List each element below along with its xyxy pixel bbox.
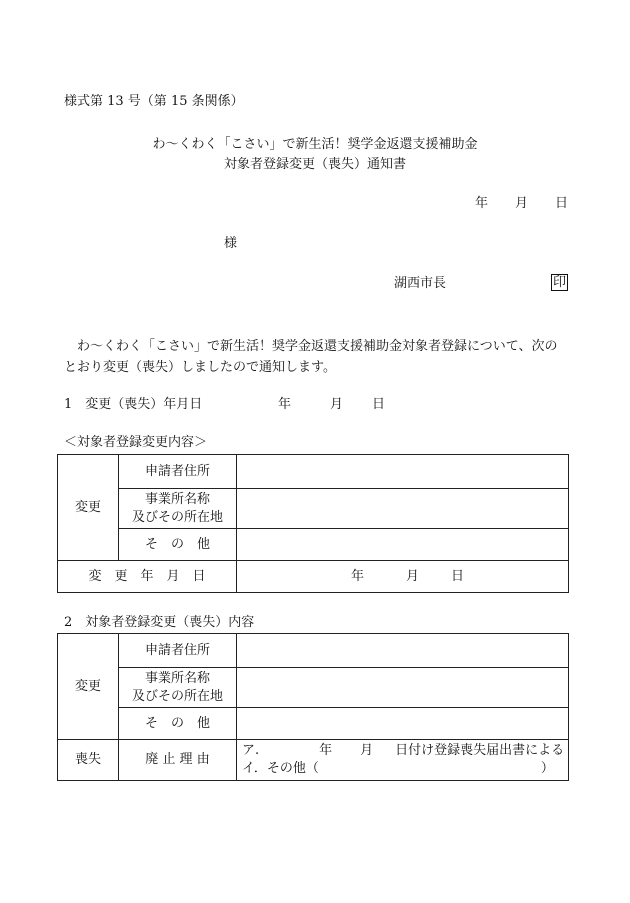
reason-b-text: イ．その他（: [242, 761, 319, 776]
section1-date-day: 日: [372, 397, 386, 412]
section1-date-month: 月: [330, 397, 344, 412]
address-value-cell[interactable]: [237, 455, 569, 489]
office-label-line2-2: 及びその所在地: [131, 688, 223, 704]
row-label-address-2: 申請者住所: [119, 634, 237, 668]
reason-a-month: 月: [360, 743, 374, 758]
office-label-line1: 事業所名称: [144, 491, 210, 507]
header-date-day: 日: [555, 196, 569, 211]
form-number: 様式第 13 号（第 15 条関係）: [64, 94, 244, 109]
document-title: わ～くわく「こさい」で新生活！奨学金返還支援補助金: [152, 137, 478, 152]
change-loss-table: [57, 633, 569, 781]
reason-b-close: ）: [540, 761, 554, 776]
other-value-cell[interactable]: [237, 529, 569, 561]
reason-a-prefix: ア.: [242, 743, 260, 758]
reason-a-suffix: 日付け登録喪失届出書による: [395, 743, 565, 758]
section1-date-year: 年: [278, 397, 292, 412]
row-label-address: 申請者住所: [119, 455, 237, 489]
sender-name: 湖西市長: [394, 276, 447, 291]
addressee-honorific: 様: [224, 236, 238, 251]
change-group-label: 変更: [58, 455, 119, 561]
change-table: [57, 454, 569, 593]
change-date-year: 年: [350, 568, 364, 584]
address-value-cell-2[interactable]: [237, 634, 569, 668]
change-date-month: 月: [405, 568, 419, 584]
reason-option-a: [242, 742, 568, 760]
change-date-cell[interactable]: [237, 561, 569, 593]
row-label-office: [119, 489, 237, 529]
change-date-day: 日: [450, 568, 464, 584]
office-value-cell[interactable]: [237, 489, 569, 529]
loss-label: 喪失: [58, 740, 119, 781]
other-value-cell-2[interactable]: [237, 708, 569, 740]
reason-option-b: [242, 760, 568, 778]
office-label-line2: 及びその所在地: [131, 509, 223, 525]
change-date-label: 変 更 年 月 日: [58, 561, 237, 593]
section1-heading: 1 変更（喪失）年月日: [64, 397, 203, 412]
section2-heading: 2 対象者登録変更（喪失）内容: [64, 615, 255, 630]
row-label-office-2: [119, 668, 237, 708]
body-text: わ～くわく「こさい」で新生活！奨学金返還支援補助金対象者登録について、次のとおり変更（喪失）しましたので通知します。: [64, 339, 558, 375]
reason-cell[interactable]: [237, 740, 569, 781]
reason-a-year: 年: [319, 743, 333, 758]
reason-label: 廃 止 理 由: [119, 740, 237, 781]
row-label-other-2: そ の 他: [119, 708, 237, 740]
header-date-year: 年: [475, 196, 489, 211]
document-subtitle: 対象者登録変更（喪失）通知書: [223, 157, 406, 172]
seal-mark: 印: [553, 275, 567, 290]
office-label-line1-2: 事業所名称: [144, 670, 210, 686]
section1-subheading: ＜対象者登録変更内容＞: [64, 435, 208, 450]
header-date-month: 月: [515, 196, 529, 211]
office-value-cell-2[interactable]: [237, 668, 569, 708]
row-label-other: そ の 他: [119, 529, 237, 561]
change-group-label-2: 変更: [58, 634, 119, 740]
